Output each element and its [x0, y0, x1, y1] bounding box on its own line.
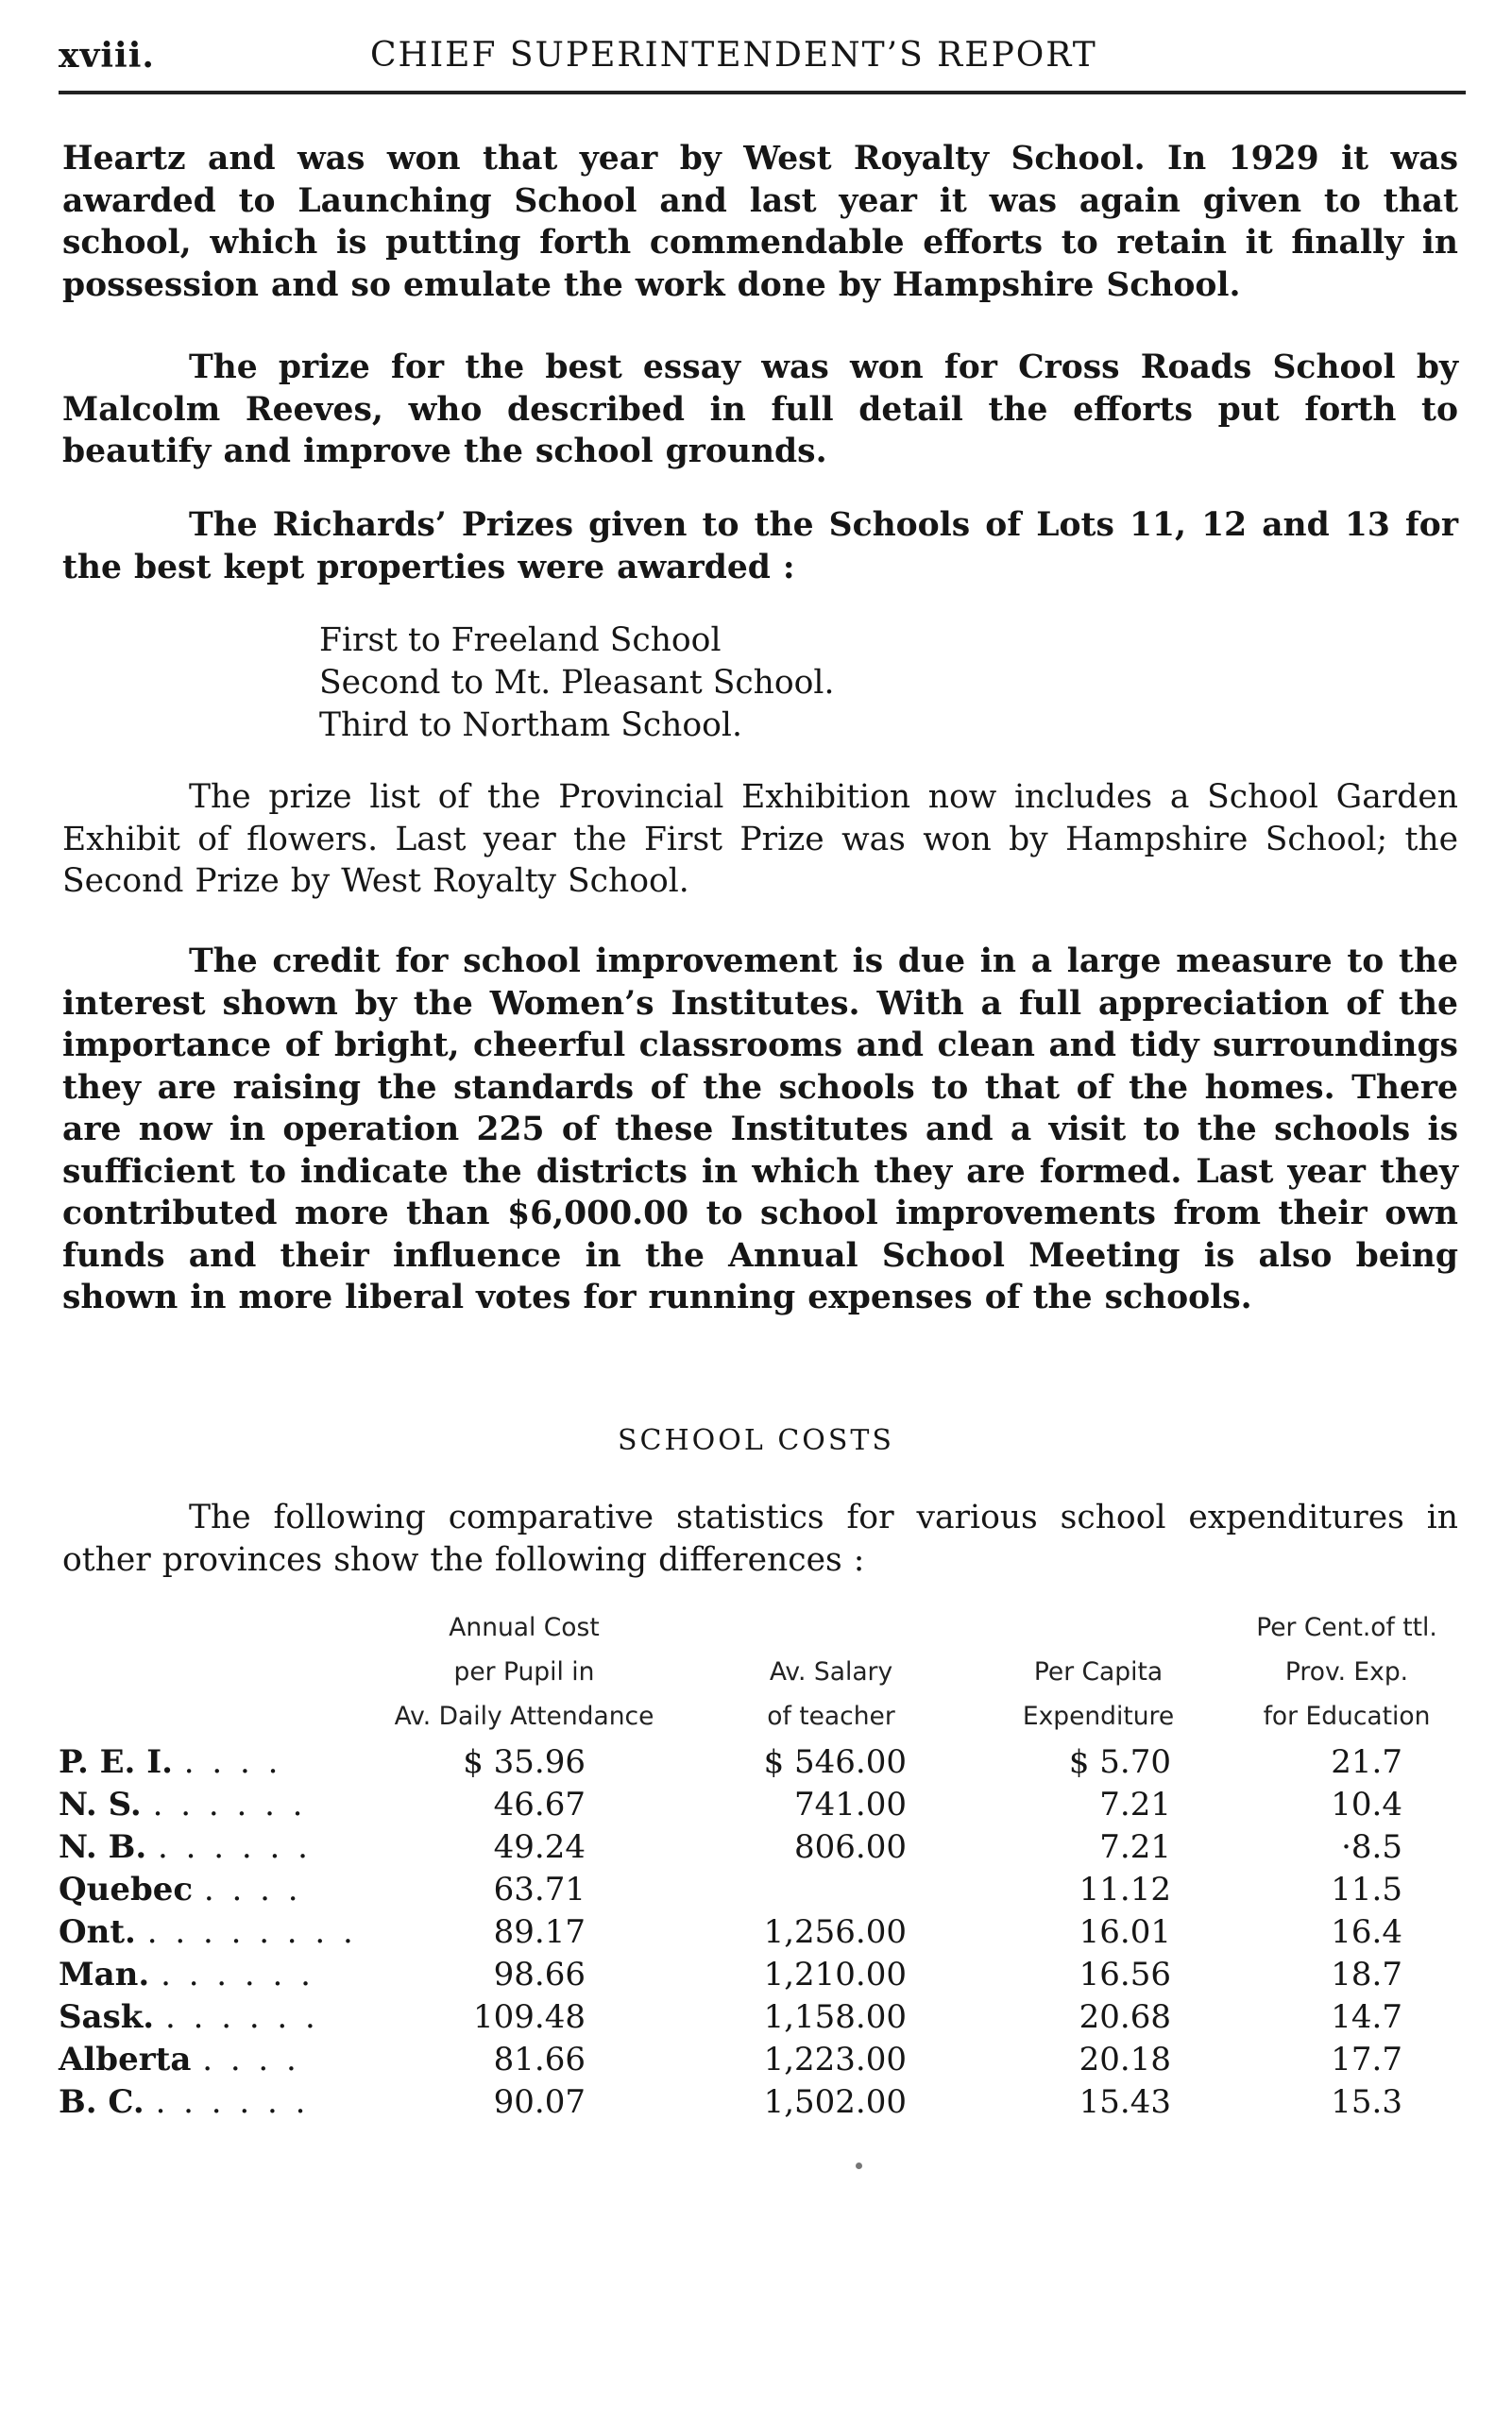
cost-cell: 81.66 [493, 2041, 586, 2078]
cost-cell: 109.48 [473, 1998, 586, 2036]
province-name: P. E. I. [59, 1743, 173, 1781]
per-capita-cell: 7.21 [1099, 1786, 1171, 1824]
column-header-percent: Per Cent.of ttl. Prov. Exp. for Education [1256, 1613, 1437, 1731]
cost-cell: 49.24 [493, 1828, 586, 1866]
section-heading: SCHOOL COSTS [618, 1424, 894, 1457]
table-row: Sask. . . . . . . 109.48 1,158.00 20.68 14.7 [59, 1998, 1402, 2036]
percent-cell: 21.7 [1331, 1743, 1402, 1781]
column-header-annual-cost: Annual Cost per Pupil in Av. Daily Attendance [394, 1613, 654, 1731]
percent-cell: 10.4 [1331, 1786, 1402, 1824]
table-row: N. B. . . . . . . 49.24 806.00 7.21 ·8.5 [59, 1828, 1402, 1866]
cost-cell: 46.67 [493, 1786, 586, 1824]
salary-cell: $ 546.00 [763, 1743, 907, 1781]
cost-cell: 63.71 [493, 1871, 586, 1909]
per-capita-cell: 11.12 [1079, 1871, 1171, 1909]
percent-cell: 16.4 [1331, 1913, 1402, 1951]
salary-cell: 1,223.00 [763, 2041, 907, 2078]
table-row: Man. . . . . . . 98.66 1,210.00 16.56 18.7 [59, 1956, 1402, 1993]
per-capita-cell: 7.21 [1099, 1828, 1171, 1866]
award-first: First to Freeland School [319, 621, 722, 659]
table-row: Ont. . . . . . . . . 89.17 1,256.00 16.01 16.4 [59, 1913, 1402, 1951]
table-row: Alberta . . . . 81.66 1,223.00 20.18 17.7 [59, 2041, 1402, 2078]
ink-speck [856, 2163, 862, 2169]
per-capita-cell: 20.68 [1079, 1998, 1171, 2036]
province-name: Alberta [59, 2041, 192, 2078]
paragraph-womens-institutes: The credit for school improvement is due in a large measure to the interest shown by the Women’s Institutes. With a full appreciation of the importance of bright, cheerful classrooms and clean and tidy surroundings they are raising the standards of the schools to that of the homes. There are now in operation 225 of these Institutes and a visit to the schools is sufficient to indicate the districts in which they are formed. Last year they contributed more than $6,000.00 to school improvements from their own funds and their influence in the Annual School Meeting is also being shown in more liberal votes for running expenses of the schools. [62, 942, 1458, 1316]
column-header-per-capita: Per Capita Expenditure [1022, 1657, 1175, 1731]
awards-list [319, 619, 834, 747]
province-name: Ont. [59, 1913, 136, 1951]
paragraph-provincial-exhibition: The prize list of the Provincial Exhibition now includes a School Garden Exhibit of flowers. Last year the First Prize was won by Hampshire School; the Second Prize by West Royalty School. [62, 778, 1458, 900]
table-row: N. S. . . . . . . 46.67 741.00 7.21 10.4 [59, 1786, 1402, 1824]
column-header-salary: Av. Salary of teacher [767, 1657, 895, 1731]
header-rule [59, 91, 1466, 94]
award-second: Second to Mt. Pleasant School. [319, 664, 835, 702]
table-row: B. C. . . . . . . 90.07 1,502.00 15.43 15.3 [59, 2083, 1402, 2121]
per-capita-cell: 15.43 [1079, 2083, 1171, 2121]
province-name: B. C. [59, 2083, 144, 2121]
salary-cell: 1,256.00 [763, 1913, 907, 1951]
percent-cell: 18.7 [1331, 1956, 1402, 1993]
per-capita-cell: 16.01 [1079, 1913, 1171, 1951]
running-title: CHIEF SUPERINTENDENT’S REPORT [370, 36, 1097, 75]
per-capita-cell: 20.18 [1079, 2041, 1171, 2078]
cost-cell: 89.17 [493, 1913, 586, 1951]
cost-cell: $ 35.96 [463, 1743, 586, 1781]
paragraph-hampshire-trophy: Heartz and was won that year by West Royalty School. In 1929 it was awarded to Launching School and last year it was again given to that school, which is putting forth commendable efforts to retain it finally in possession and so emulate the work done by Hampshire School. [62, 140, 1458, 304]
province-name: N. S. [59, 1786, 142, 1824]
paragraph-essay-prize: The prize for the best essay was won for Cross Roads School by Malcolm Reeves, who described in full detail the efforts put forth to beautify and improve the school grounds. [62, 348, 1458, 470]
per-capita-cell: 16.56 [1079, 1956, 1171, 1993]
province-name: Sask. [59, 1998, 155, 2036]
percent-cell: ·8.5 [1341, 1828, 1402, 1866]
cost-cell: 98.66 [493, 1956, 586, 1993]
paragraph-richards-prizes: The Richards’ Prizes given to the Schools of Lots 11, 12 and 13 for the best kept properties were awarded : [62, 506, 1458, 586]
percent-cell: 14.7 [1331, 1998, 1402, 2036]
award-third: Third to Northam School. [319, 706, 742, 744]
salary-cell: 806.00 [794, 1828, 907, 1866]
table-row: P. E. I. . . . . $ 35.96 $ 546.00 $ 5.70 21.7 [59, 1743, 1402, 1781]
table-row: Quebec . . . . 63.71 11.12 11.5 [59, 1871, 1402, 1909]
page-number: xviii. [59, 36, 155, 76]
percent-cell: 11.5 [1331, 1871, 1402, 1909]
cost-cell: 90.07 [493, 2083, 586, 2121]
salary-cell: 741.00 [794, 1786, 907, 1824]
salary-cell: 1,158.00 [763, 1998, 907, 2036]
per-capita-cell: $ 5.70 [1068, 1743, 1171, 1781]
salary-cell: 1,502.00 [763, 2083, 907, 2121]
province-name: Quebec [59, 1871, 194, 1909]
percent-cell: 15.3 [1331, 2083, 1402, 2121]
percent-cell: 17.7 [1331, 2041, 1402, 2078]
province-name: N. B. [59, 1828, 147, 1866]
province-name: Man. [59, 1956, 150, 1993]
running-header [59, 36, 1466, 91]
salary-cell: 1,210.00 [763, 1956, 907, 1993]
paragraph-comparative-statistics: The following comparative statistics for various school expenditures in other provinces show the following differences : [62, 1499, 1458, 1579]
